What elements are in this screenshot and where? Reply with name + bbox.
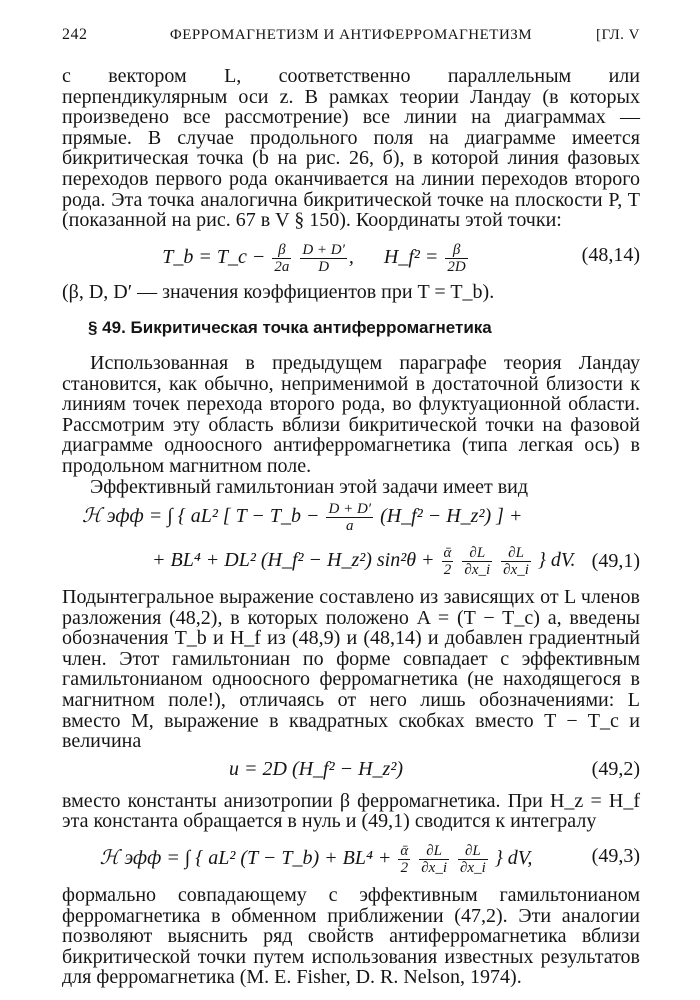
equation-content: T_b = T_c − $\frac{\beta}{2a}$ $\frac{D + D'}{D}$ , H_f² = $\frac{\beta}{2D}$: [162, 241, 466, 275]
denominator: D: [318, 258, 330, 275]
fraction: [300, 242, 347, 275]
numerator: ∂L: [462, 545, 492, 562]
numerator: β: [445, 242, 467, 259]
paragraph-2: (β, D, D′ — значения коэффициентов при T = T_b).: [62, 280, 495, 303]
running-title: ФЕРРОМАГНЕТИЗМ И АНТИФЕРРОМАГНЕТИЗМ: [169, 27, 533, 43]
eq-part: + BL⁴ + DL² (H_f² − H_z²) sin²θ +: [152, 549, 435, 572]
denominator: ∂x_i: [460, 860, 486, 877]
fraction: [501, 545, 531, 578]
eq-part: (H_f² − H_z²) ] +: [380, 505, 523, 528]
fraction: [442, 545, 454, 578]
equation-number: (49,3): [591, 845, 640, 868]
eq-rhs-lhs: H_f² =: [383, 245, 439, 268]
equation-line-2: [152, 545, 576, 578]
equation-number: (48,14): [581, 243, 640, 266]
equation-48-14: [62, 234, 640, 280]
eq-lhs: T_b = T_c −: [162, 245, 266, 268]
denominator: 2: [443, 562, 452, 579]
denominator: ∂x_i: [503, 562, 529, 579]
equation-49-2: [62, 755, 640, 789]
equation-number: (49,1): [591, 550, 640, 573]
numerator: D + D′: [302, 241, 345, 258]
equation-number: (49,2): [591, 757, 640, 780]
paragraph-6: вместо константы анизотропии β ферромагнетика. При H_z = H_f эта константа обращается в нуль и (49,1) сводится к интегралу: [62, 789, 640, 833]
equation-49-1: [62, 501, 640, 585]
eq-part: ℋ эфф = ∫ { aL² (T − T_b) + BL⁴ +: [99, 847, 392, 870]
section-heading: § 49. Бикритическая точка антиферромагнетика: [88, 318, 492, 338]
fraction: [445, 242, 467, 275]
equation-content: [62, 843, 570, 876]
paragraph-5: Подынтегральное выражение составлено из зависящих от L членов разложения (48,2), в которых положено A = (T − T_c) a, введены обозначения T_b и H_f из (48,9) и (48,14) и добавлен градиентный член. Этот гамильтониан по форме совпадает с эффективным гамильтонианом одноосного ферромагнетика (не находящегося в магнитном поле!), отличаясь от него лишь обозначениями: L вместо M, выражение в квадратных скобках вместо T − T_c и величина: [62, 586, 640, 753]
numerator: ∂L: [501, 545, 531, 562]
paragraph-4: Эффективный гамильтониан этой задачи имеет вид: [90, 475, 529, 498]
running-head: [62, 26, 640, 50]
fraction: [272, 242, 291, 275]
paragraph-3: Использованная в предыдущем параграфе теория Ландау становится, как обычно, неприменимой в достаточной близости к линиям точек перехода второго рода, во флуктуационной области. Рассмотрим эту область вблизи бикритической точки на фазовой диаграмме одноосного антиферромагнетика (типа легкая ось) в продольном магнитном поле.: [62, 351, 640, 477]
numerator: ᾱ: [443, 545, 452, 562]
fraction: [462, 545, 492, 578]
eq-part: ℋ эфф = ∫ { aL² [ T − T_b −: [82, 505, 320, 528]
denominator: a: [346, 518, 354, 535]
fraction: [458, 843, 488, 876]
numerator: D + D′: [328, 501, 372, 518]
denominator: ∂x_i: [421, 860, 448, 877]
numerator: ᾱ: [400, 843, 409, 860]
numerator: β: [272, 242, 291, 259]
fraction: [398, 843, 410, 876]
eq-part: } dV.: [537, 549, 576, 572]
equation-line-1: [82, 501, 522, 534]
denominator: 2D: [447, 258, 466, 275]
fraction: [326, 501, 373, 534]
paragraph-7: формально совпадающему с эффективным гамильтонианом ферромагнетика в обменном приближении (47,2). Эти аналогии позволяют выяснить ряд свойств антиферромагнетика вблизи бикритической точки путем использования известных результатов для ферромагнетика (M. E. Fisher, D. R. Nelson, 1974).: [62, 884, 640, 989]
denominator: 2a: [274, 258, 290, 275]
page-body: [62, 66, 640, 988]
chapter-marker: [ГЛ. V: [595, 27, 640, 43]
paragraph-1: с вектором L, соответственно параллельным или перпендикулярным оси z. В рамках теории Ландау (в которых произведено все рассмотрение) все линии на диаграммах — прямые. В случае продольного поля на диаграмме имеется бикритическая точка (b на рис. 26, б), в которой линия фазовых переходов первого рода оканчивается на линии переходов второго рода. Эта точка аналогична бикритической точке на плоскости P, T (показанной на рис. 67 в V § 150). Координаты этой точки:: [62, 65, 640, 232]
equation-content: u = 2D (H_f² − H_z²): [229, 757, 403, 780]
equation-49-3: [62, 835, 640, 883]
numerator: ∂L: [458, 843, 488, 860]
denominator: ∂x_i: [464, 562, 491, 579]
denominator: 2: [400, 860, 409, 877]
eq-part: } dV,: [494, 847, 533, 870]
fraction: [419, 843, 449, 876]
page-number: 242: [62, 26, 88, 43]
numerator: ∂L: [419, 843, 449, 860]
